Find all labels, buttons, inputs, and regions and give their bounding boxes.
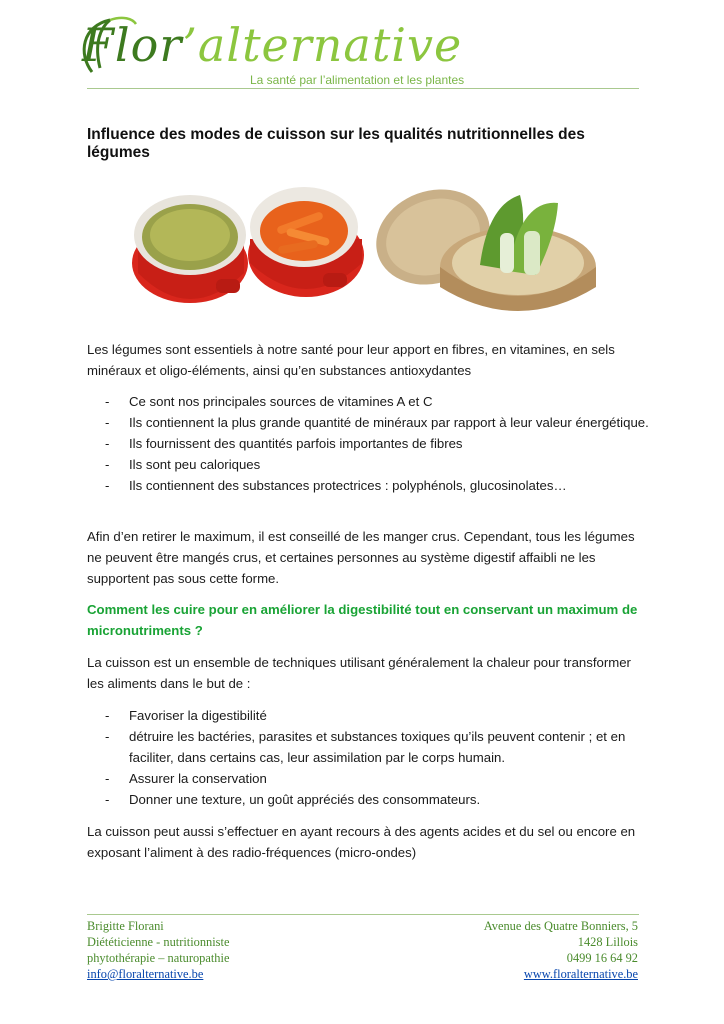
section-question-heading: Comment les cuire pour en améliorer la digestibilité tout en conservant un maximum de micronutriments ? [87, 602, 638, 638]
list-item [105, 412, 650, 433]
list-bullet: - [105, 792, 110, 807]
header-divider [87, 88, 639, 89]
footer-author-name: Brigitte Florani [87, 919, 164, 933]
list-item-text: Ils fournissent des quantités parfois importantes de fibres [129, 436, 463, 451]
list-item [105, 433, 650, 454]
list-item-text: Ce sont nos principales sources de vitamines A et C [129, 394, 433, 409]
raw-vegetables-paragraph: Afin d’en retirer le maximum, il est conseillé de les manger crus. Cependant, tous les légumes ne peuvent être mangés crus, et certaines personnes au système digestif affaibli ne les supportent pas sous cette forme. [87, 529, 635, 586]
peas-pot-image [132, 195, 248, 303]
cooking-goals-list [105, 705, 650, 810]
list-bullet: - [105, 415, 110, 430]
footer-contact-right [484, 918, 638, 982]
list-item [105, 726, 650, 768]
page-title: Influence des modes de cuisson sur les qualités nutritionnelles des légumes [87, 126, 585, 161]
list-bullet: - [105, 771, 110, 786]
list-item [105, 789, 650, 810]
list-bullet: - [105, 436, 110, 451]
alternative-cooking-paragraph: La cuisson peut aussi s’effectuer en ayant recours à des agents acides et du sel ou encore en exposant l’aliment à des radio-fréquences (micro-ondes) [87, 824, 636, 860]
list-item-text: Donner une texture, un goût appréciés des consommateurs. [129, 792, 481, 807]
footer-website-link[interactable]: www.floralternative.be [523, 967, 638, 981]
list-bullet: - [105, 478, 110, 493]
floralternative-logo [70, 14, 463, 80]
logo-wordmark-flor: Flor [82, 18, 183, 72]
footer-phone: 0499 16 64 92 [566, 951, 638, 965]
list-item [105, 454, 650, 475]
list-item-text: Favoriser la digestibilité [129, 708, 267, 723]
list-item [105, 391, 650, 412]
footer-specialties: phytothérapie – naturopathie [87, 951, 230, 965]
footer-contact-left [87, 918, 229, 982]
list-item-text: Ils contiennent la plus grande quantité de minéraux par rapport à leur valeur énergétique. [129, 415, 649, 430]
footer-address-city: 1428 Lillois [577, 935, 638, 949]
footer-email-link[interactable]: info@floralternative.be [87, 967, 204, 981]
list-item-text: détruire les bactéries, parasites et substances toxiques qu’ils peuvent contenir ; et en faciliter, dans certains cas, leur assimilation par le corps humain. [129, 729, 626, 765]
bamboo-steamer-image [363, 175, 596, 311]
carrots-pot-image [248, 187, 364, 297]
intro-paragraph: Les légumes sont essentiels à notre santé pour leur apport en fibres, en vitamines, en sels minéraux et oligo-éléments, ainsi qu’en substances antioxydantes [87, 342, 615, 378]
vegetables-illustration [128, 175, 598, 315]
list-item-text: Ils contiennent des substances protectrices : polyphénols, glucosinolates… [129, 478, 567, 493]
footer-address-street: Avenue des Quatre Bonniers, 5 [483, 919, 638, 933]
list-item-text: Ils sont peu caloriques [129, 457, 261, 472]
list-item [105, 475, 650, 496]
list-item [105, 768, 650, 789]
list-bullet: - [105, 394, 110, 409]
list-bullet: - [105, 708, 110, 723]
logo-wordmark-alternative: ’alternative [182, 18, 463, 72]
logo-wordmark [82, 18, 462, 72]
footer-divider [87, 914, 639, 915]
tagline: La santé par l’alimentation et les plantes [250, 73, 465, 87]
list-item [105, 705, 650, 726]
cooking-definition-paragraph: La cuisson est un ensemble de techniques utilisant généralement la chaleur pour transformer les aliments dans le but de : [87, 655, 631, 691]
footer-job-title: Diététicienne - nutritionniste [87, 935, 230, 949]
list-bullet: - [105, 729, 110, 744]
list-bullet: - [105, 457, 110, 472]
nutrient-benefits-list [105, 391, 650, 496]
list-item-text: Assurer la conservation [129, 771, 267, 786]
